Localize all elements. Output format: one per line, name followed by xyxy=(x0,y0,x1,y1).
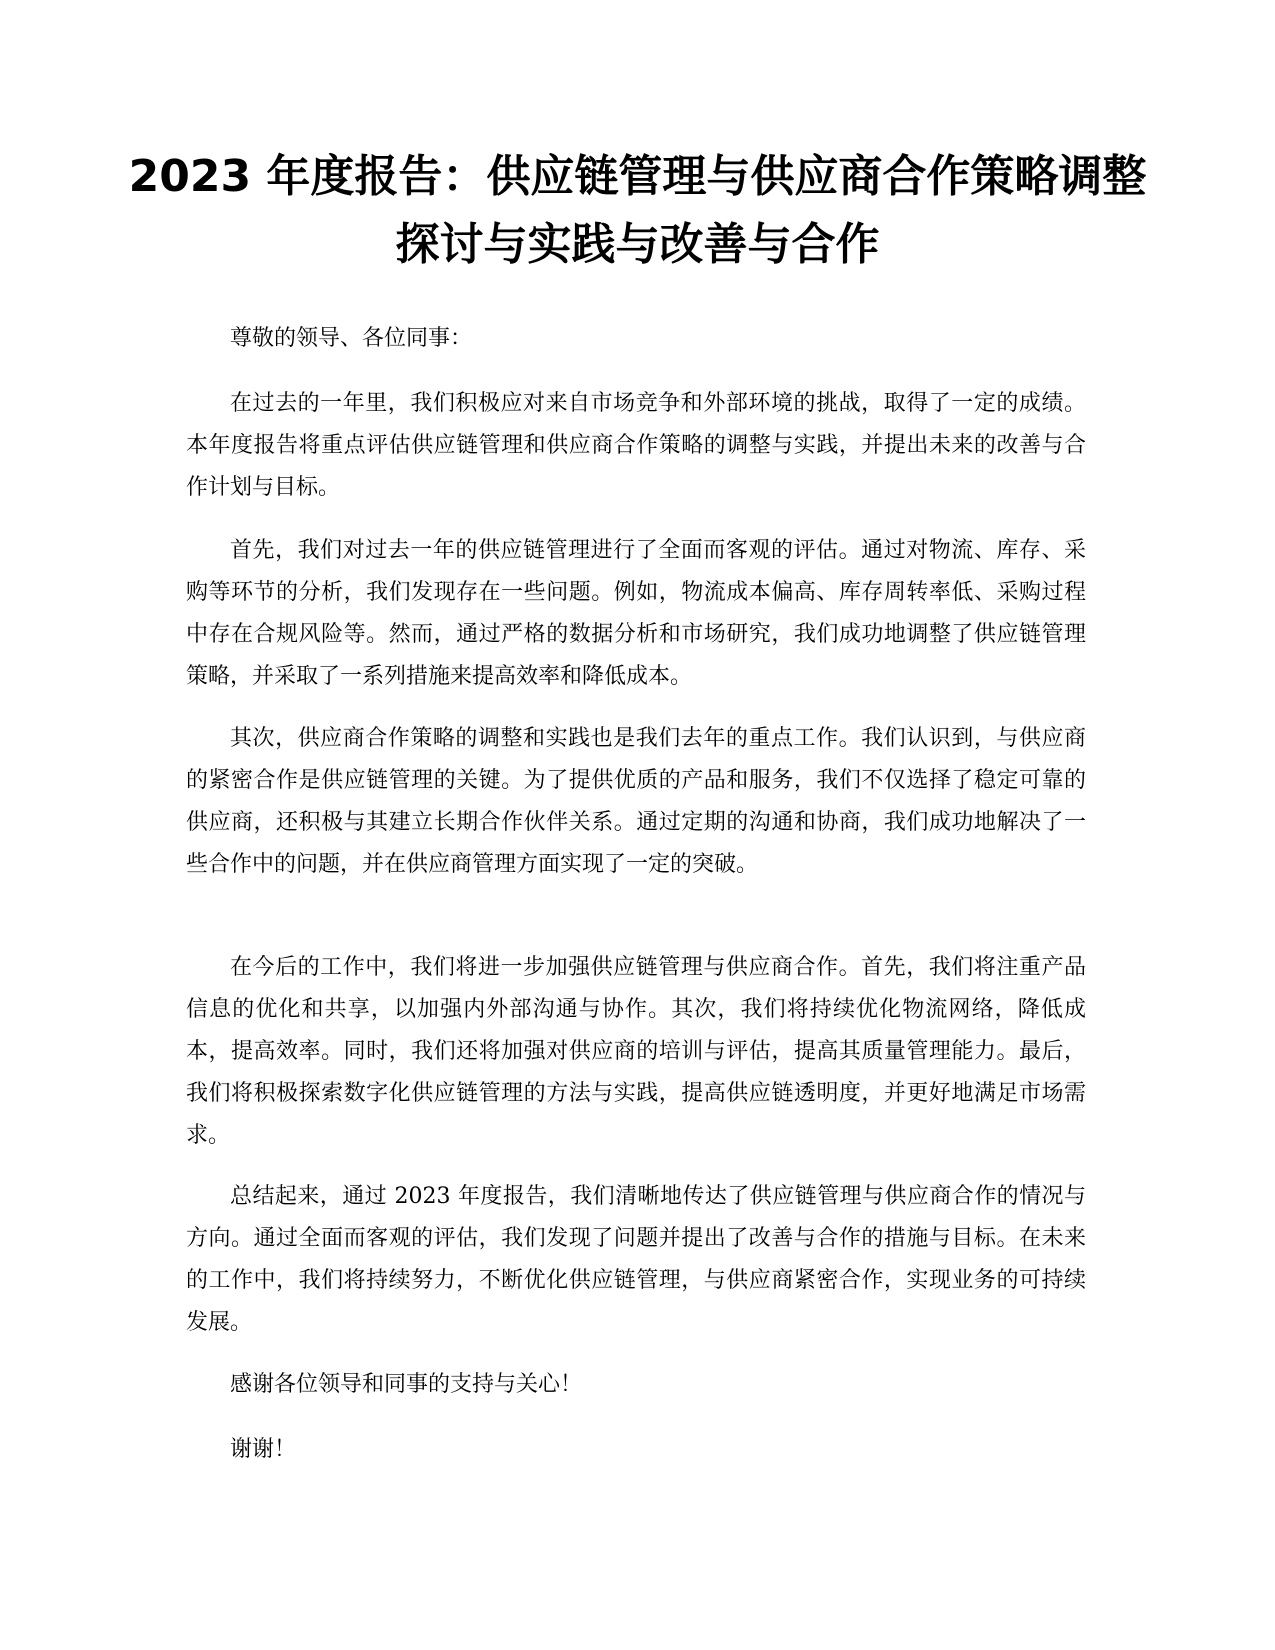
body-paragraph-4: 在今后的工作中，我们将进一步加强供应链管理与供应商合作。首先，我们将注重产品信息的优化和共享，以加强内外部沟通与协作。其次，我们将持续优化物流网络，降低成本，提高效率。同时，我们还将加强对供应商的培训与评估，提高其质量管理能力。最后，我们将积极探索数字化供应链管理的方法与实践，提高供应链透明度，并更好地满足市场需求。 xyxy=(186,955,1086,1148)
thanks-paragraph: 感谢各位领导和同事的支持与关心！ xyxy=(230,1372,583,1397)
body-paragraph-1: 在过去的一年里，我们积极应对来自市场竞争和外部环境的挑战，取得了一定的成绩。本年度报告将重点评估供应链管理和供应商合作策略的调整与实践，并提出未来的改善与合作计划与目标。 xyxy=(186,391,1086,500)
body-paragraph-5: 总结起来，通过 2023 年度报告，我们清晰地传达了供应链管理与供应商合作的情况与方向。通过全面而客观的评估，我们发现了问题并提出了改善与合作的措施与目标。在未来的工作中，我们将持续努力，不断优化供应链管理，与供应商紧密合作，实现业务的可持续发展。 xyxy=(186,1184,1086,1335)
greeting-paragraph: 尊敬的领导、各位同事： xyxy=(230,326,473,351)
body-paragraph-3: 其次，供应商合作策略的调整和实践也是我们去年的重点工作。我们认识到，与供应商的紧密合作是供应链管理的关键。为了提供优质的产品和服务，我们不仅选择了稳定可靠的供应商，还积极与其建立长期合作伙伴关系。通过定期的沟通和协商，我们成功地解决了一些合作中的问题，并在供应商管理方面实现了一定的突破。 xyxy=(186,726,1086,877)
document-title: 2023 年度报告：供应链管理与供应商合作策略调整探讨与实践与改善与合作 xyxy=(128,151,1147,270)
body-paragraph-2: 首先，我们对过去一年的供应链管理进行了全面而客观的评估。通过对物流、库存、采购等环节的分析，我们发现存在一些问题。例如，物流成本偏高、库存周转率低、采购过程中存在合规风险等。然而，通过严格的数据分析和市场研究，我们成功地调整了供应链管理策略，并采取了一系列措施来提高效率和降低成本。 xyxy=(186,538,1086,689)
closing-paragraph: 谢谢！ xyxy=(230,1437,297,1462)
